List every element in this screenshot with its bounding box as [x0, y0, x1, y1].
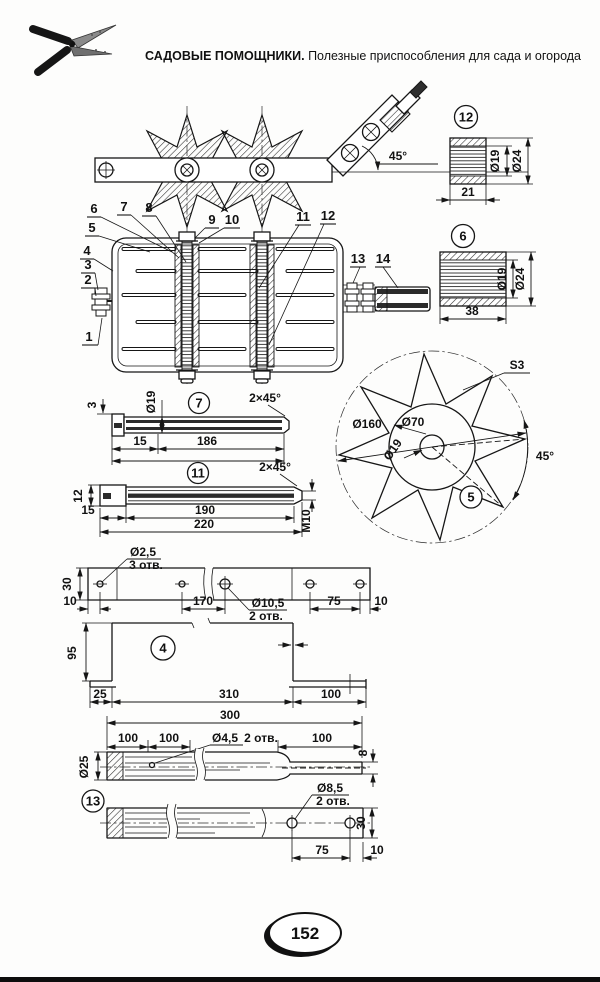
label-flat-hole: Ø8,5 — [316, 781, 344, 795]
hub-left — [175, 158, 199, 182]
detail-star-wheel — [336, 351, 554, 543]
dim-d6-inner: Ø19 — [495, 267, 509, 291]
detail-11-number: 11 — [191, 465, 205, 481]
page-title-subtitle: Полезные приспособления для сада и огорода — [304, 49, 581, 63]
dim-strip-edge: 10 — [63, 594, 77, 608]
dim-flat-edge: 10 — [370, 843, 384, 857]
dim-stud-chamfer: 2×45° — [259, 460, 291, 474]
rod-left — [175, 232, 199, 383]
detail-12-number: 12 — [458, 109, 474, 125]
dim-handle-seg1: 100 — [117, 731, 139, 745]
dim-axle-offset: 15 — [133, 434, 147, 448]
label-handle-hole: Ø4,5 — [211, 731, 239, 745]
dim-star-mid: Ø70 — [401, 415, 425, 429]
callout-4: 4 — [83, 243, 91, 258]
callout-12: 12 — [320, 208, 336, 223]
label-hole-small: Ø2,5 — [129, 545, 157, 559]
dim-stud-offset: 15 — [81, 503, 95, 517]
hub-right — [250, 158, 274, 182]
front-view-assembly — [80, 199, 430, 383]
detail-4-number: 4 — [159, 640, 167, 656]
dim-handle-flat: 8 — [356, 749, 370, 757]
callout-1: 1 — [85, 329, 93, 344]
label-handle-hole-qty: 2 отв. — [244, 731, 278, 745]
label-hole-big-qty: 2 отв. — [249, 609, 283, 623]
dim-flat-pitch: 75 — [315, 843, 329, 857]
detail-13-number: 13 — [85, 793, 101, 809]
detail-axle — [85, 390, 289, 465]
detail-5-number: 5 — [467, 489, 475, 505]
label-hole-big: Ø10,5 — [251, 596, 285, 610]
callout-5: 5 — [88, 220, 96, 235]
callout-8: 8 — [145, 200, 153, 215]
bottom-rule — [0, 977, 600, 982]
bracket-top-view — [60, 545, 388, 623]
page-number: 152 — [290, 924, 320, 943]
dim-d6-length: 38 — [465, 304, 479, 318]
dim-d12-inner: Ø19 — [488, 149, 502, 173]
dim-bracket-flange2: 100 — [320, 687, 342, 701]
bracket-front-view — [65, 618, 366, 708]
dim-axle-collar: 3 — [85, 401, 99, 409]
handle-socket — [343, 283, 430, 312]
dim-d6-outer: Ø24 — [513, 267, 527, 291]
callout-7: 7 — [120, 199, 128, 214]
dim-flat-width: 30 — [354, 816, 368, 830]
dim-star-hole: Ø19 — [380, 436, 405, 464]
callout-10: 10 — [224, 212, 240, 227]
dim-strip-span: 170 — [192, 594, 214, 608]
adjusting-bolt — [92, 288, 112, 316]
dim-handle-length: 300 — [219, 708, 241, 722]
angle-label: 45° — [388, 149, 408, 163]
rod-right — [250, 232, 274, 383]
dim-star-thickness: S3 — [509, 358, 525, 372]
dim-axle-dia: Ø19 — [144, 390, 158, 414]
handle-flat-view — [82, 781, 384, 862]
handle-side-view — [77, 708, 378, 787]
callout-11: 11 — [296, 209, 310, 224]
handle-arm — [327, 81, 427, 176]
dim-strip-edge2: 10 — [374, 594, 388, 608]
dim-stud-head: 12 — [71, 489, 85, 503]
callout-9: 9 — [208, 212, 216, 227]
callout-3: 3 — [84, 257, 92, 272]
dim-bracket-height: 95 — [65, 646, 79, 660]
dim-handle-seg3: 100 — [311, 731, 333, 745]
callout-14: 14 — [375, 251, 391, 266]
dim-handle-seg2: 100 — [158, 731, 180, 745]
label-flat-hole-qty: 2 отв. — [316, 794, 350, 808]
dim-star-angle: 45° — [535, 449, 555, 463]
dim-d12-outer: Ø24 — [510, 149, 524, 173]
page-number-badge — [264, 913, 341, 957]
detail-bushing-long — [440, 225, 536, 325]
cross-bar — [95, 158, 332, 182]
dim-strip-pitch: 75 — [327, 594, 341, 608]
detail-stud — [71, 460, 316, 537]
dim-handle-dia: Ø25 — [77, 755, 91, 779]
callout-2: 2 — [84, 272, 92, 287]
detail-7-number: 7 — [195, 395, 203, 411]
dim-stud-overall: 220 — [193, 517, 215, 531]
dim-stud-length: 190 — [194, 503, 216, 517]
dim-bracket-flange: 25 — [93, 687, 107, 701]
dim-axle-chamfer: 2×45° — [249, 391, 281, 405]
detail-6-number: 6 — [459, 228, 467, 244]
callout-13: 13 — [350, 251, 366, 266]
dim-axle-length: 186 — [196, 434, 218, 448]
page-title-series: САДОВЫЕ ПОМОЩНИКИ. — [145, 49, 305, 63]
dim-bracket-length: 310 — [218, 687, 240, 701]
dim-star-outer: Ø160 — [352, 417, 382, 431]
callout-6: 6 — [90, 201, 98, 216]
dim-strip-width: 30 — [60, 577, 74, 591]
label-hole-small-qty: 3 отв. — [129, 558, 163, 572]
dim-d12-length: 21 — [461, 185, 475, 199]
detail-bushing-short — [436, 106, 533, 206]
dim-stud-thread: M10 — [299, 509, 313, 533]
